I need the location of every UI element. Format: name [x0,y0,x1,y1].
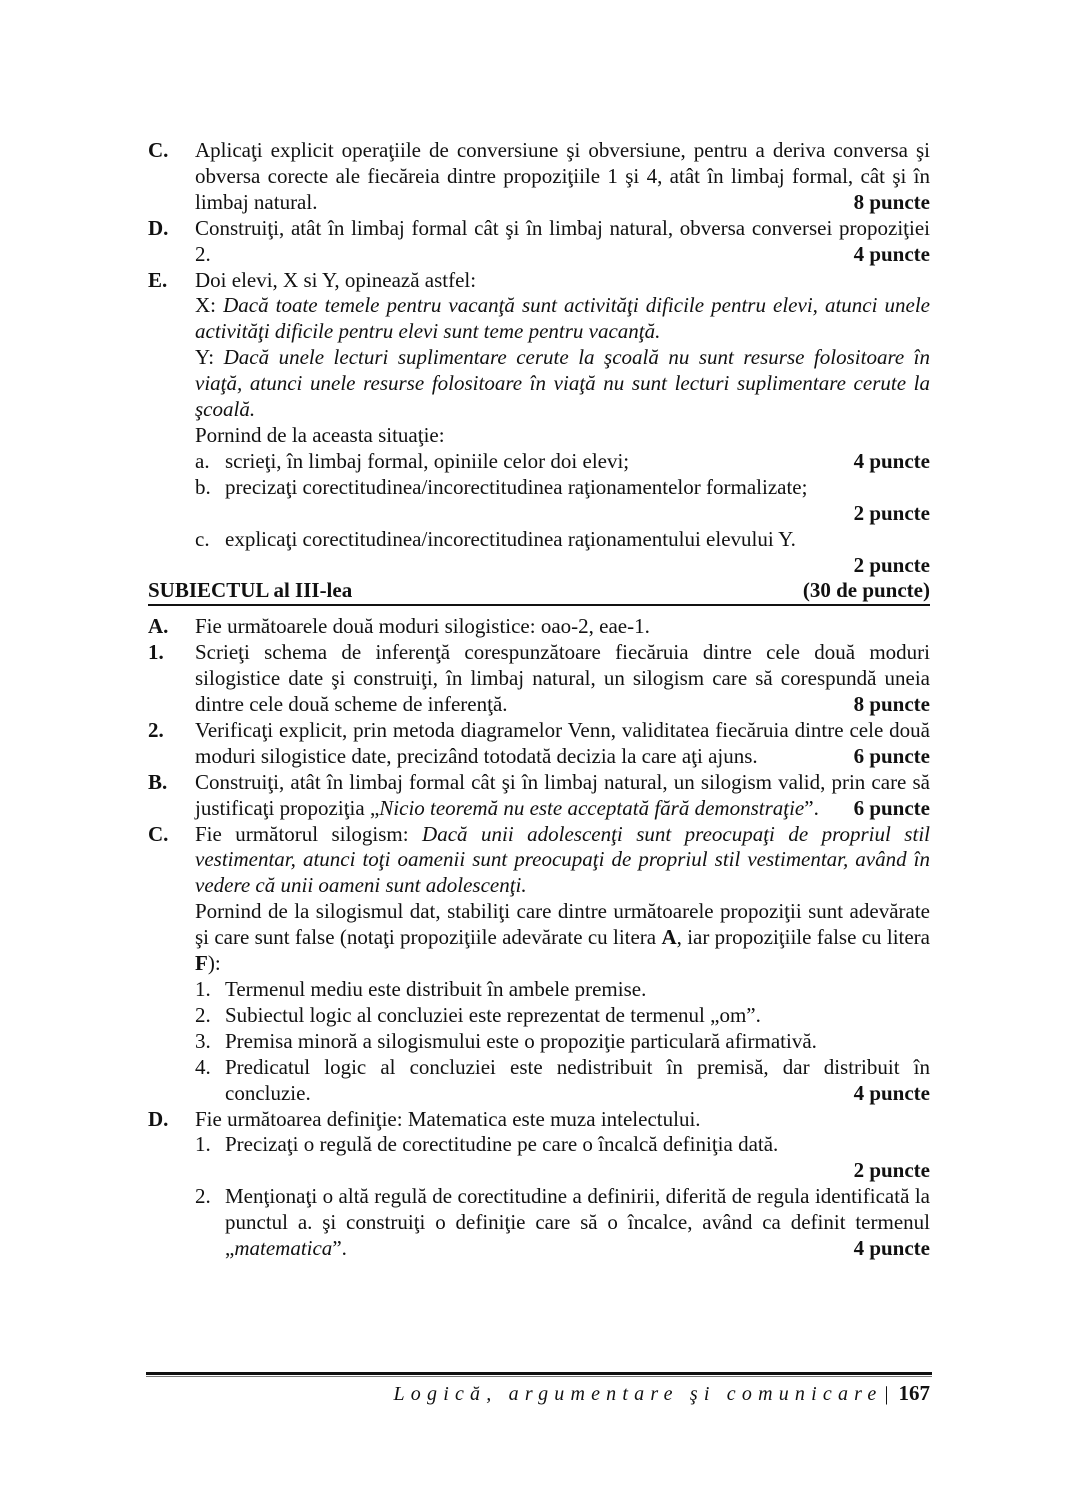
statement-text: Subiectul logic al concluziei este reprezentat de termenul „om”. [225,1002,761,1027]
item-text: Aplicaţi explicit operaţiile de conversiune şi obversiune, pentru a deriva conversa şi obversa corecte ale fiecăreia dintre propoziţiile 1 şi 4, atât în limbaj formal, cât şi în limbaj natural. [195,138,930,214]
quote-close: ”. [332,1236,347,1261]
footer-separator: | [884,1383,889,1405]
points: 4 puncte [853,241,930,266]
statement-number: 1. [195,977,211,1001]
statement-number: 3. [195,1028,211,1053]
opinion-y [195,345,930,423]
section-heading [148,578,930,606]
points: 6 puncte [853,743,930,768]
item-text: Scrieţi schema de inferenţă corespunzătoare fiecăruia dintre cele două moduri silogistice date şi construiţi, în limbaj natural, un silogism care să corespundă uneia dintre cele două scheme de inferenţă. [195,640,930,717]
item-text: Fie următoarele două moduri silogistice: oao-2, eae-1. [195,614,650,639]
points: 4 puncte [853,1080,930,1105]
opinion-x [195,293,930,345]
item-text: Construiţi, atât în limbaj formal cât şi în limbaj natural, un silogism valid, prin care să justificaţi propoziţia „ [195,769,930,820]
statement-number: 2. [195,1002,211,1027]
book-title: Logică, argumentare şi comunicare [393,1383,883,1405]
statement-4 [195,1055,930,1107]
footer-divider [146,1372,932,1377]
points: 2 puncte [853,1158,930,1183]
points: 8 puncte [853,189,930,214]
instruction-text: , iar propoziţiile false cu litera [676,925,930,950]
subitem-label: a. [195,448,210,473]
page-content [148,138,930,1262]
item-label: 1. [148,640,164,665]
item-d [148,216,930,268]
item-text: Verificaţi explicit, prin metoda diagramelor Venn, validitatea fiecăruia dintre cele două moduri silogistice date, precizând totodată decizia la care aţi ajuns. [195,717,930,768]
subitem-label: b. [195,474,211,499]
item-lead: Pornind de la aceasta situaţie: [195,422,445,447]
item-label: D. [148,215,169,240]
item-d-definition [148,1107,930,1262]
item-b [148,770,930,822]
statement-text: Premisa minoră a silogismului este o propoziţie particulară afirmativă. [225,1028,817,1053]
subitem-label: 2. [195,1184,211,1209]
points: 4 puncte [853,448,930,473]
instruction-text: ): [207,951,221,976]
item-label: D. [148,1106,169,1131]
statement-number: 4. [195,1054,211,1079]
item-text: Fie următoarea definiţie: Matematica este muza intelectului. [195,1106,701,1131]
item-a2 [148,718,930,770]
page-footer [393,1381,930,1406]
definition-subitem-1 [195,1132,930,1184]
instruction-text: Pornind de la silogismul dat, stabiliţi care dintre următoarele propoziţii sunt adevărate şi care sunt false (notaţi propoziţiile adevărate cu litera [195,899,930,950]
instruction [195,899,930,977]
points: 2 puncte [853,500,930,525]
section-total-points: (30 de puncte) [802,578,930,603]
statement-text: Termenul mediu este distribuit în ambele premise. [225,977,647,1001]
item-label: B. [148,769,168,794]
item-prefix: Fie următorul silogism: [195,821,423,846]
opinion-x-label: X: [195,293,224,318]
statement-2 [195,1003,930,1029]
item-label: E. [148,267,168,292]
letter-false: F [195,951,208,976]
opinion-y-label: Y: [195,345,224,370]
subitem-text: Menţionaţi o altă regulă de corectitudine a definirii, diferită de regula identificată la punctul a. şi construiţi o definiţie care să o încalce, având ca definit termenul „ [225,1184,930,1261]
subitem-b [195,475,930,527]
item-c-syllogism [148,822,930,1107]
subitem-label: c. [195,526,210,551]
item-text: Construiţi, atât în limbaj formal cât şi în limbaj natural, obversa conversei propoziţiei 2. [195,215,930,266]
statement-3 [195,1029,930,1055]
page-number: 167 [898,1381,930,1405]
item-label: C. [148,138,169,162]
points: 8 puncte [853,692,930,717]
points: 6 puncte [853,795,930,820]
subitem-a [195,449,930,475]
section-title: SUBIECTUL al III-lea [148,578,353,603]
opinion-y-text: Dacă unele lecturi suplimentare cerute la şcoală nu sunt resurse folositoare în viaţă, atunci unele resurse folositoare în viaţă nu sunt lecturi suplimentare cerute la şcoală. [195,345,930,422]
item-c [148,138,930,216]
points: 4 puncte [853,1236,930,1261]
defined-term: matematica [234,1236,333,1261]
statement-1 [195,977,930,1003]
points: 2 puncte [853,552,930,577]
subitem-text: Precizaţi o regulă de corectitudine pe care o încalcă definiţia dată. [225,1132,779,1157]
item-intro: Doi elevi, X si Y, opinează astfel: [195,267,477,292]
letter-true: A [661,925,677,950]
subitem-text: scrieţi, în limbaj formal, opiniile celor doi elevi; [225,448,630,473]
quote-close: ”. [804,795,819,820]
syllogism-text: Dacă unii adolescenţi sunt preocupaţi de propriul stil vestimentar, atunci toţi oamenii sunt preocupaţi de propriul stil vestimentar, având în vedere că unii oameni sunt adolescenţi. [195,821,930,898]
subitem-text: explicaţi corectitudinea/incorectitudinea raţionamentului elevului Y. [225,526,796,551]
opinion-x-text: Dacă toate temele pentru vacanţă sunt activităţi dificile pentru elevi, atunci unele activităţi dificile pentru elevi sunt teme pentru vacanţă. [195,293,931,344]
subitem-c [195,527,930,579]
subitem-text: precizaţi corectitudinea/incorectitudinea raţionamentelor formalizate; [225,474,808,499]
item-label: 2. [148,717,164,742]
item-label: C. [148,821,169,846]
statement-text: Predicatul logic al concluziei este nedistribuit în premisă, dar distribuit în concluzie. [225,1054,930,1105]
item-a1 [148,640,930,718]
quoted-proposition: Nicio teoremă nu este acceptată fără demonstraţie [379,795,805,820]
item-label: A. [148,614,169,639]
subitem-label: 1. [195,1132,211,1157]
item-e [148,268,930,579]
definition-subitem-2 [195,1184,930,1262]
item-a [148,614,930,640]
